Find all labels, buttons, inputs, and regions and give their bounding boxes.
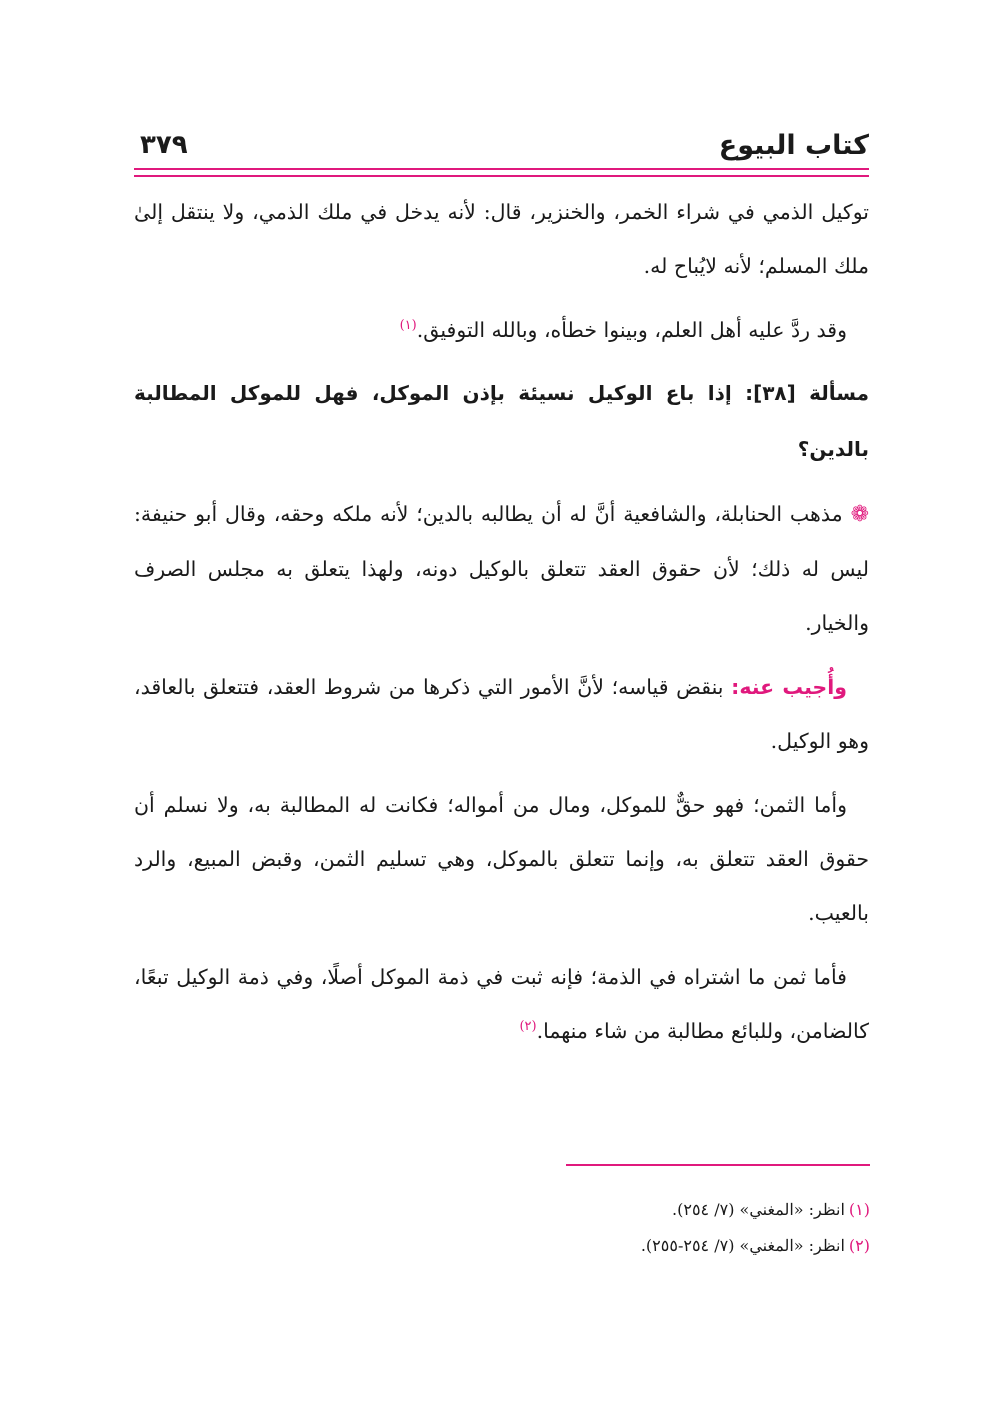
footnote-rule <box>566 1164 870 1166</box>
footnote-2 <box>135 1228 870 1264</box>
paragraph-5-text: وأما الثمن؛ فهو حقٌّ للموكل، ومال من أمواله؛ فكانت له المطالبة به، ولا نسلم أن حقوق العقد تتعلق به، وإنما تتعلق بالموكل، وهي تسليم الثمن، وقبض المبيع، والرد بالعيب. <box>134 793 869 925</box>
paragraph-3 <box>134 487 869 650</box>
footnote-ref-2[interactable]: (٢) <box>519 1019 537 1035</box>
footnote-1-number: (١) <box>848 1200 870 1219</box>
page-header <box>134 118 869 168</box>
paragraph-1-text: توكيل الذمي في شراء الخمر، والخنزير، قال: لأنه يدخل في ملك الذمي، ولا ينتقل إلىٰ ملك المسلم؛ لأنه لايُباح له. <box>134 200 869 278</box>
footnote-2-text: انظر: «المغني» (٧/ ٢٥٤-٢٥٥). <box>640 1236 845 1255</box>
issue-heading: مسألة [٣٨]: إذا باع الوكيل نسيئة بإذن الموكل، فهل للموكل المطالبة بالدين؟ <box>134 381 869 461</box>
footnote-2-number: (٢) <box>848 1236 870 1255</box>
paragraph-6 <box>134 950 869 1058</box>
paragraph-5 <box>134 778 869 940</box>
paragraph-1 <box>134 185 869 293</box>
flower-ornament-icon: ❁ <box>850 502 869 527</box>
footnote-1-text: انظر: «المغني» (٧/ ٢٥٤). <box>672 1200 845 1219</box>
header-rule-top <box>134 168 869 170</box>
paragraph-6-text: فأما ثمن ما اشتراه في الذمة؛ فإنه ثبت في ذمة الموكل أصلًا، وفي ذمة الوكيل تبعًا، كالضامن، وللبائع مطالبة من شاء منهما. <box>134 965 869 1043</box>
running-title: كتاب البيوع <box>718 130 869 161</box>
footnote-1 <box>135 1192 870 1228</box>
answer-label: وأُجيب عنه: <box>731 675 847 699</box>
paragraph-4-text: بنقض قياسه؛ لأنَّ الأمور التي ذكرها من شروط العقد، فتتعلق بالعاقد، وهو الوكيل. <box>134 675 869 753</box>
footnote-ref-1[interactable]: (١) <box>399 318 417 334</box>
paragraph-2 <box>134 303 869 357</box>
paragraph-4 <box>134 660 869 768</box>
page <box>134 118 869 1058</box>
page-number: ٣٧٩ <box>140 130 188 160</box>
paragraph-2-text: وقد ردَّ عليه أهل العلم، وبينوا خطأه، وبالله التوفيق. <box>416 318 847 342</box>
footnotes <box>135 1192 870 1264</box>
paragraph-3-text: مذهب الحنابلة، والشافعية أنَّ له أن يطالبه بالدين؛ لأنه ملكه وحقه، وقال أبو حنيفة: ليس له ذلك؛ لأن حقوق العقد تتعلق بالوكيل دونه، ولهذا يتعلق به مجلس الصرف والخيار. <box>134 502 869 635</box>
